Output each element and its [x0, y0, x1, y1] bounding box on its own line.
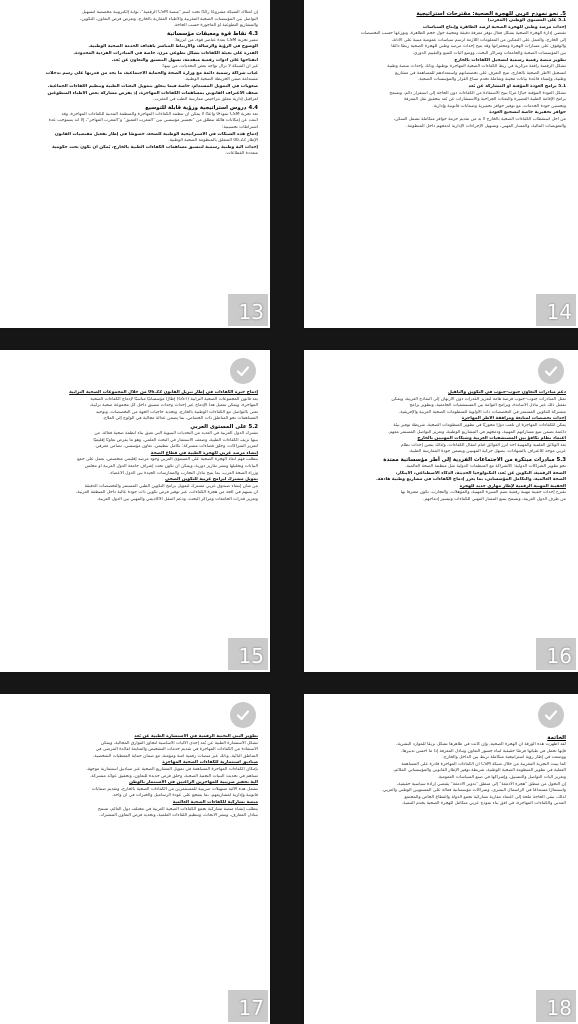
page-text	[14, 10, 258, 318]
body-text-line: بإمكان الكفاءات المهاجرة المساهمة في تمويل المشاريع الصحية عبر صناديق استثمارية موجهة،	[86, 766, 258, 772]
page-number: 16	[546, 644, 572, 668]
section-heading: 5.2 على المستوى العربي	[190, 423, 258, 430]
checkmark-icon[interactable]	[538, 358, 564, 384]
body-text-line: تقتضي إدارة الهجرة الصحية بشكل فعال توفر معرفة دقيقة ومحينة حول حجم الظاهرة، وتوزعها حسب التخصصات	[360, 31, 566, 37]
section-heading: 4.3 نقاط قوة ومعيقات مؤسساتية	[167, 30, 258, 37]
body-text-line: تتميز تجربة CSM بعدة عناصر قوة، من أبرزها:	[174, 37, 258, 43]
body-text-line: إن التحول من منطق "هجرة الأدمغة" إلى منطق "تدوير الأدمغة" يقتضي إرادة سياسية حقيقية،	[396, 781, 566, 787]
checkmark-icon[interactable]	[230, 702, 256, 728]
body-text-line: بتبادل المعارف، ونشر الأبحاث، وتنظيم اللقاءات العلمية، وتحديد فرص التعاون المشترك.	[99, 813, 258, 819]
body-text-line: المهاجرة، ويمكن تفعيل هذا الإدماج عبر إحداث وحدات تنسيق داخل كل مجموعة صحية ترابية،	[89, 403, 258, 409]
body-text-line: تشترك الدول العربية في العديد من التحديات البنيوية التي تعيق بناء أنظمة صحية فعالة، من	[94, 430, 258, 436]
body-text-line: وطنية، وإنشاء قاعدة بيانات محينة وشاملة تخدم صناع القرار والمؤسسات الصحية.	[417, 77, 566, 83]
subheading: إحداث آلية وطنية رسمية لتنسيق مساهمات الكفاءات الطبية بالخارج، يُمكن أن تكون تحت حكومية	[52, 144, 258, 150]
body-text-line: والوقوف على مسارات الهجرة ومحفزاتها وقد يتيح إحداث مرصد وطني للهجرة الصحية ربطًا دائمًا	[391, 44, 566, 50]
subheading: إنشاء مرصد عربي للهجرة الطبية في قطاع الصحة	[150, 450, 258, 456]
subheading: تمويل مشترك لبرامج عربية للتكوين الصحي	[165, 477, 258, 483]
section-heading: 4.4 دروس استراتيجية ورؤية قابلة للتوسيع	[145, 104, 258, 111]
body-text-line: تعد تجربة CSM نموذجًا واعدًا لا يمكن أن تنظمه الكفاءات المهاجرة والمنظمة المدنية للكفاءات المهاجرة، وقد	[61, 111, 258, 117]
subheading: 5.1 على المستوى الوطني (المغرب)	[487, 18, 566, 23]
page-thumbnail-14[interactable]	[304, 0, 578, 328]
body-text-line: المناطق النائية، وذلك عبر منصات رقمية آمنة ومؤمنة، مع ضمان حماية المعطيات الشخصية.	[93, 753, 258, 759]
body-text-line: تعنى بالتواصل مع الكفاءات الوطنية بالخارج، وتحديد حاجيات الجهة من التخصصات، وتوجيه	[95, 409, 258, 415]
subheading: اعتماد نظام تكافؤ بين المستشفيات العربية وشبكات المهنيين بالخارج	[417, 436, 566, 442]
subheading: الصحة الرقمية، التكوين عن بُعد، التكنولوجيا الحديثة، الذكاء الاصطناعي، الابتكار،	[395, 470, 566, 476]
body-text-line: يعد قانون المجموعات الصحية الترابية (GST) إطارًا مؤسساتيًا مناسبًا لإدماج الكفاءات الصحية	[90, 396, 258, 402]
body-text-line: الاستفادة من الكفاءات المهاجرة في تقديم خدمات التشخيص والمتابعة لفائدة المرضى في	[95, 747, 258, 753]
body-text-line: كما بينت التجربة المغربية من خلال شبكة CSM أن الكفاءات المهاجرة قادرة على المساهمة	[401, 761, 566, 767]
page-number: 15	[238, 644, 264, 668]
body-text-line: تفعيل ذلك عبر تبادل الأساتذة، وبرامج التوأمة بين المستشفيات الجامعية، وتطوير برامج	[409, 403, 566, 409]
body-text-line: الفعلية في تطوير المنظومة الصحية الوطنية، شريطة توفير الإطار القانوني والمؤسساتي الملائم،	[393, 768, 566, 774]
subheading: انفتاحها على أدوات رقمية متقدمة، تسهل التنسيق والتعاون عن بُعد.	[111, 57, 258, 63]
body-text-line: وتحسين جودة الخدمات، مع توفير حوافز تحفيزية وضمانات قانونية وإدارية.	[432, 103, 566, 109]
body-text-line: من طرف الدول العربية، وتسمح بتتبع المسار المهني للكفاءات وتيسير إدماجهم.	[423, 496, 566, 502]
page-text	[318, 734, 566, 1014]
page-number: 13	[238, 300, 264, 324]
body-text-line: غير أن الشبكة لا تزال تواجه بعض التحديات، من بينها:	[161, 64, 258, 70]
page-number: 18	[546, 996, 572, 1020]
section-heading: 5.3 مبادرات مبتكرة من الاجتماعات الفردية إلى أطر مؤسساتية ممتدة	[383, 456, 566, 463]
body-text-line: نحو تطوير الشراكات الدولية: كالشراكة مع المنظمات الدولية مثل منظمة الصحة العالمية،	[405, 463, 566, 469]
body-text-line: ووضعت في إطار رؤية استراتيجية متكاملة تربط بين الداخل والخارج.	[442, 755, 566, 761]
subheading: تطوير البنى التحتية الرقمية في الاستشارة الطبية عن بُعد	[134, 734, 258, 739]
body-text-line: برامج الإقامة الطبية القصيرة والبعثات الجراحية والاستشارات عن بُعد بتحقيق نقل المعرفة	[403, 97, 566, 103]
subheading: الحقيبة المهنية الرقمية لإطار مهاري جديد للهجرة	[459, 483, 566, 489]
body-text-line: تشكل الاستشارة الطبية عن بُعد إحدى الآليات الأساسية لتجاوز الفوارق المجالية، ويمكن	[100, 740, 258, 746]
body-text-line: المساهمات نحو المناطق ذات الخصاص، بما يضمن عدالة مجالية في الولوج إلى العلاج.	[102, 416, 258, 422]
body-text-line: قانونية وإدارية لمشاريعهم، بما يشجع على عودة الرساميل والخبرات في آن واحد.	[111, 793, 258, 799]
body-text-line: يتطلب فهم أبعاد الهجرة الصحية على المستوى العربي وجود مرصد إقليمي متخصص، يعمل على جمع	[77, 457, 258, 463]
subheading: صناديق استثمارية للكفاءات الصحية المهاجرة	[162, 760, 258, 766]
body-text-line: إن امتلاك الشبكة مشروعًا رائدًا تحت اسم "منصة CSM الرقمية"، بوابة إلكترونية مخصصة لتسهيل	[81, 10, 258, 15]
body-text-line: لقد أظهرت هذه الورقة أن الهجرة الصحية، وإن كانت في ظاهرها تشكل نزيفًا للموارد البشرية،	[396, 742, 566, 747]
page-text	[318, 390, 566, 662]
subheading: تطوير منصة رقمية رسمية لتسجيل الكفاءات بالخارج	[454, 57, 566, 63]
body-text-line: داعمة تضمن تتبع مساراتهم المهنية، ودمجهم في المشاريع الوطنية، وتعزيز التواصل المستمر معهم.	[387, 429, 566, 435]
body-text-line: فإنها تحمل في طياتها فرصًا حقيقية لبناء جسور التعاون وتبادل المعرفة إذا ما أُحسن تدبيرها،	[401, 748, 566, 754]
body-text-line: التواصل بين المؤسسات الصحية المغربية والأطباء المغاربة بالخارج، وتعرض فرص التعاون، التكوين،	[80, 16, 258, 22]
body-text-line: المدني والكفاءات المهاجرة، في أفق بناء نموذج عربي متكامل للهجرة الصحية يخدم التنمية.	[401, 801, 566, 807]
subheading: دعم مبادرات التعاون جنوب–جنوب في التكوين والتأهيل	[448, 390, 566, 395]
body-text-line: بين المؤسسات الصحية والجامعات ومراكز البحث، ووضع آليات للتتبع والتقييم الدوري.	[412, 50, 566, 56]
subheading: إدماج خبرة الكفاءات في إطار تنزيل القانون 06.22 من خلال المجموعات الصحية الترابية	[69, 390, 258, 395]
body-text-line: تمثل المبادرات جنوب–جنوب فرصة هامة لتعزيز القدرات دون الارتهان إلى النماذج الغربية، ويمكن	[391, 396, 566, 402]
body-text-line: اشتراطات تحسينية:	[221, 124, 258, 130]
body-text-line: لعراقيل إدارية تتعلق بتراخيص ممارسة الطب في المغرب.	[153, 97, 258, 103]
page-thumbnail-13[interactable]	[0, 0, 270, 328]
body-text-line: والمشاريع التطوعية أو المأجورة حسب الحاجة.	[173, 23, 258, 29]
body-text-line: تشكل العودة المؤقتة خيارًا مرنًا يتيح الاستفادة من الكفاءات دون الحاجة إلى استقرار دائم، وتسمح	[389, 90, 566, 96]
subheading: ضعف الاعتراف القانوني بمساهمات الكفاءات المهاجرة، إذ يفرض مشاركة بعض الأطباء المتطوعين	[47, 90, 258, 96]
subheading: الصحة العالمية، والتكامل المؤسساتي، بما يعزز إدماج الكفاءات في مشاريع وطنية هادفة.	[376, 477, 566, 483]
checkmark-icon[interactable]	[538, 702, 564, 728]
body-text-line: الإطار 06.22 المتعلق بالمنظومة الصحية الوطنية.	[168, 138, 258, 144]
subheading: غياب شراكة رسمية دائمة مع وزارة الصحة والحماية الاجتماعية، ما يحد من قدرتها على رسم تدخلات	[45, 70, 258, 76]
checkmark-icon[interactable]	[230, 358, 256, 384]
body-text-line: والتعويضات المالية، والمسار المهني، وتسهيل الإجراءات الإدارية لدمجهم داخل المنظومة.	[406, 123, 566, 129]
subheading: حوافز تحفيزية خاصة لتشجيع العودة	[489, 110, 566, 116]
body-text-line: لتعزيز الشراكات، وخلق فضاءات مشتركة: تكامل تنظيمي، تعاون مؤسسي، تضامن معرفي.	[94, 444, 258, 450]
subheading: إحداث مرصد وطني للهجرة الصحية لرصد الظاهرة وإنتاج السياسات	[422, 24, 566, 30]
subheading: منصة تشاركية للكفاءات الصحية العالمية	[172, 799, 258, 805]
subheading: إحداث تخصصات لمتابعة ومرافقة الأطر المهاجرة	[461, 416, 566, 422]
body-text-line: تعد الوثائق العلمية والمهنية أحد أبرز العوائق أمام انتقال الكفاءات، ولذلك يتعين إحداث نظام	[400, 442, 566, 448]
body-text-line: واستثمارًا مستدامًا في الرأسمال البشري، وشراكات مؤسساتية فعالة على المستويين الوطني والعربي.	[381, 788, 566, 794]
subheading: 5.1 برامج العودة المؤقتة أو المشاركة عن بُعد	[468, 83, 566, 89]
body-text-line: لذلك، تبقى الحاجة ملحة إلى اعتماد مقاربة تشاركية تجمع الدولة والقطاع الخاص والمجتمع	[404, 794, 566, 800]
body-text-line: البيانات وتحليلها ونشر تقارير دورية، ويمكن أن تكون تحت إشراف جامعة الدول العربية أو مجلس	[84, 463, 258, 469]
body-text-line: وتعزيز آليات التواصل والتنسيق، وإشراكها في صنع السياسات العمومية.	[437, 774, 566, 780]
body-text-line: مشتركة للتكوين المستمر في التخصصات ذات الأولوية للمنظومات الصحية العربية والإفريقية.	[398, 409, 566, 415]
page-text	[14, 390, 258, 662]
body-text-line: تساهم في تحديث البنيات التحتية الصحية، وخلق فرص جديدة للتعاون، وتحقيق عوائد مشتركة.	[90, 773, 258, 779]
body-text-line: من شأن إنشاء صندوق عربي مشترك لتمويل برامج التكوين الطبي المستمر والتخصصات الدقيقة	[84, 483, 258, 489]
page-thumbnail-15[interactable]	[0, 350, 270, 672]
body-text-line: من أجل استقطاب الكفاءات الصحية بالخارج لا بد من تقديم حزمة حوافز متكاملة تشمل السكن،	[393, 116, 566, 122]
body-text-line: بينها نزيف الكفاءات الطبية، وضعف الاستثمار في البحث العلمي، وهو ما يفرض تعاونًا إقليميًا	[93, 437, 258, 443]
section-heading: الخاتمة	[547, 735, 566, 741]
page-number: 17	[238, 996, 264, 1020]
body-text-line: أن يسهم في الحد من هجرة الكفاءات، عبر توفير فرص تكوين ذات جودة عالية داخل المنطقة العربية،	[75, 490, 258, 496]
page-number: 14	[546, 300, 572, 324]
body-text-line: أثبتت عن إمكانات هائلة تنطلق من "تجسير مؤسسي بين "المغرب العميق" و"المغرب المهاجر"، إلا أنه يستوجب عدة	[48, 118, 258, 124]
body-text-line: متعددة القطاعات.	[225, 151, 258, 157]
body-text-line: يمكن للكفاءات المهاجرة أن تلعب دورًا محوريًا في تطوير المنظومات الصحية، شريطة توفير بيئة	[393, 422, 566, 428]
body-text-line: إلى الخارج، والعمل على التمكين من المعلومات اللازمة لرسم سياسات عمومية مبنية على الأدلة،	[391, 37, 566, 43]
body-text-line: مستدامة ضمن الخريطة الصحية الوطنية.	[184, 77, 258, 83]
column-separator	[270, 0, 304, 1024]
body-text-line: تشمل هذه الآلية تسهيلات ضريبية للمستثمرين من الكفاءات الصحية بالخارج، وتقديم ضمانات	[91, 786, 258, 792]
body-text-line: يتطلب إنشاء منصة تشاركية تجمع الكفاءات الصحية العربية في مختلف دول العالم، تسمح	[97, 806, 258, 812]
subheading: الوضوح في الرؤية والرسالة، والارتباط المباشر بأهداف الخدمة الصحية الوطنية.	[88, 44, 258, 50]
subheading: إدماج هذه الشبكات في الاستراتيجية الوطنية للصحة، خصوصًا في إطار تفعيل مقتضيات القانون	[54, 131, 258, 137]
body-text-line: تقترح إحداث حقيبة مهنية رقمية تضم السيرة المهنية، والمؤهلات، والتجارب، تكون معترفًا بها	[400, 490, 566, 496]
body-text-line: تشكل الرقمنة رافعة مركزية في ربط الكفاءات الصحية المهاجرة بوطنها، وذلك بإحداث منصة وطنية	[387, 64, 566, 70]
body-text-line: عربي موحد للاعتراف بالشهادات، يسهل حركية المهنيين ويضمن جودة الممارسة الطبية.	[408, 449, 566, 455]
subheading: آلية تحفيز ضريبية للمهاجرين الراغبين في الاستثمار بالوطن	[129, 780, 258, 786]
body-text-line: وتعزيز قدرات الجامعات ومراكز البحث، ودعم التنقل الأكاديمي والمهني بين الدول العربية.	[96, 496, 258, 502]
section-heading: 5. نحو نموذج عربي للهجرة الصحية: مقترحات استراتيجية	[416, 11, 566, 17]
page-text	[14, 734, 258, 1014]
page-thumbnail-17[interactable]	[0, 694, 270, 1024]
subheading: صعوبات في التمويل المستدام، خاصة فيما يتعلق بتمويل البعثات الطبية وتنظيم اللقاءات الجماعية.	[47, 83, 258, 89]
body-text-line: لتسجيل الأطر الصحية بالخارج، تتيح التعرف على تخصصاتهم واستعدادهم للمساهمة في مشاريع	[395, 70, 566, 76]
page-thumbnail-18[interactable]	[304, 694, 578, 1024]
page-thumbnail-16[interactable]	[304, 350, 578, 672]
page-text	[318, 10, 566, 318]
body-text-line: وزراء الصحة العرب، بما يتيح تبادل التجارب والممارسات الجيدة بين الدول الأعضاء.	[108, 470, 258, 476]
subheading: القدرة على تعبئة الكفاءات بشكل تطوعي مرن، خاصة في المبادرات الفردية المحدودة.	[73, 50, 258, 56]
